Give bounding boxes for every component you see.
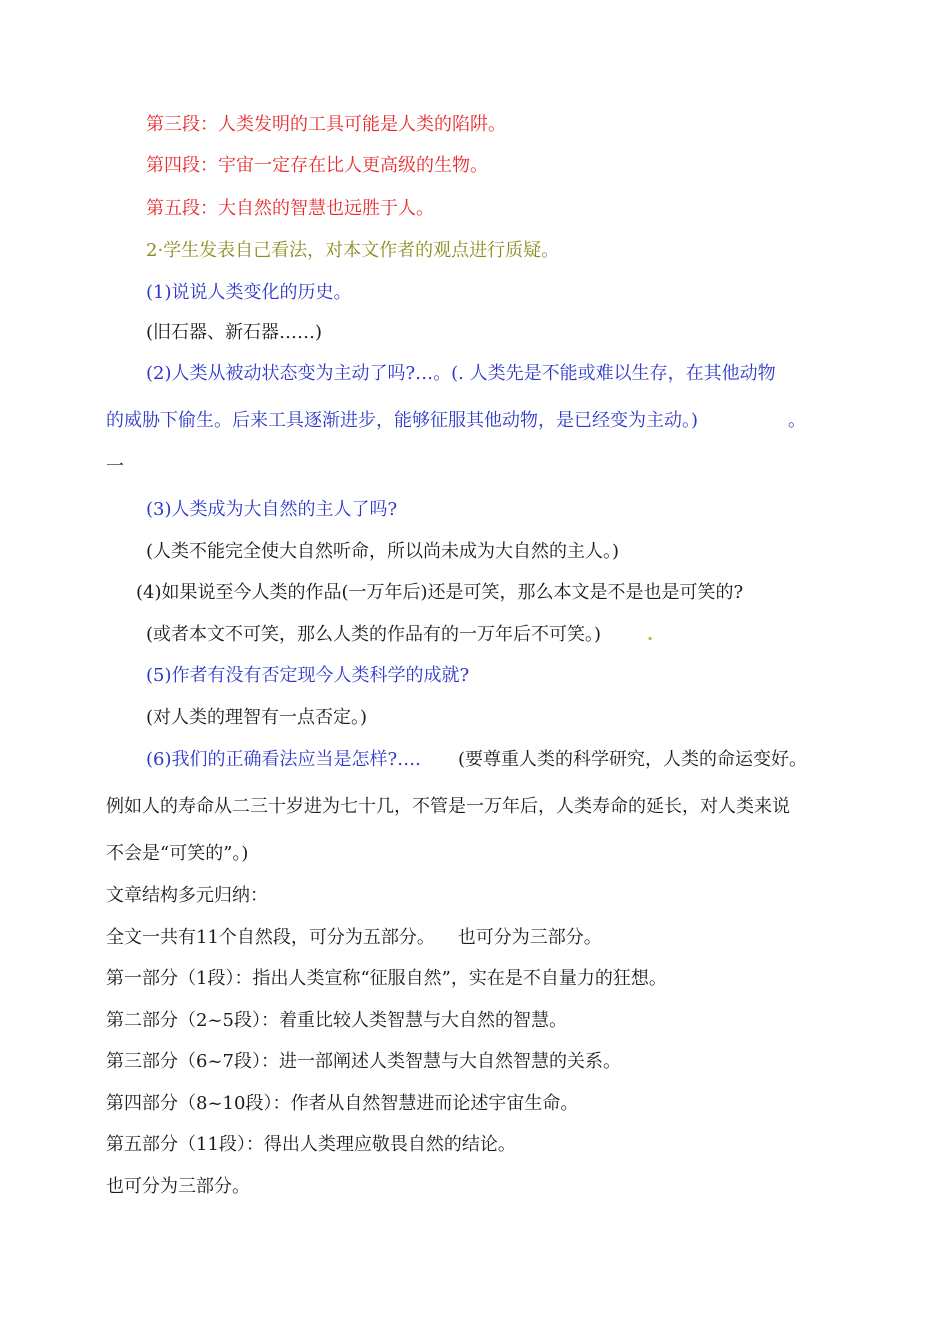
answer-4: (或者本文不可笑，那么人类的作品有的一万年后不可笑。)	[146, 624, 602, 645]
question-2-trailing-dot: 。	[788, 410, 806, 431]
answer-6-line3: 不会是“可笑的”。)	[106, 843, 249, 864]
stray-dash: 一	[106, 456, 124, 477]
structure-heading: 文章结构多元归纳：	[106, 885, 268, 906]
question-2-line1: (2)人类从被动状态变为主动了吗?…。(. 人类先是不能或难以生存，在其他动物	[146, 363, 776, 384]
question-5: (5)作者有没有否定现今人类科学的成就?	[146, 665, 470, 686]
structure-summary: 全文一共有11个自然段，可分为五部分。 也可分为三部分。	[106, 927, 602, 948]
section-para4: 第四段：宇宙一定存在比人更高级的生物。	[146, 155, 488, 176]
question-2-line2: 的威胁下偷生。后来工具逐渐进步，能够征服其他动物，是已经变为主动。)	[106, 410, 699, 431]
answer-4-dot: .	[647, 624, 654, 645]
answer-5: (对人类的理智有一点否定。)	[146, 707, 368, 728]
structure-part1: 第一部分（1段）：指出人类宣称“征服自然”，实在是不自量力的狂想。	[106, 968, 667, 989]
structure-part5: 第五部分（11段）：得出人类理应敬畏自然的结论。	[106, 1134, 516, 1155]
answer-1: (旧石器、新石器……)	[146, 322, 323, 343]
question-3: (3)人类成为大自然的主人了吗?	[146, 499, 398, 520]
question-4: (4)如果说至今人类的作品(一万年后)还是可笑，那么本文是不是也是可笑的?	[136, 582, 744, 603]
question-6: (6)我们的正确看法应当是怎样?….	[146, 749, 421, 770]
task-2-heading: 2·学生发表自己看法，对本文作者的观点进行质疑。	[146, 240, 560, 261]
structure-alt: 也可分为三部分。	[106, 1176, 250, 1197]
section-para5: 第五段：大自然的智慧也远胜于人。	[146, 198, 434, 219]
answer-3: (人类不能完全使大自然听命，所以尚未成为大自然的主人。)	[146, 541, 620, 562]
structure-part3: 第三部分（6~7段）：进一部阐述人类智慧与大自然智慧的关系。	[106, 1051, 621, 1072]
section-para3: 第三段：人类发明的工具可能是人类的陷阱。	[146, 114, 506, 135]
question-1: (1)说说人类变化的历史。	[146, 282, 352, 303]
structure-part4: 第四部分（8~10段）：作者从自然智慧进而论述宇宙生命。	[106, 1093, 579, 1114]
answer-6-line2: 例如人的寿命从二三十岁进为七十几，不管是一万年后，人类寿命的延长，对人类来说	[106, 796, 790, 817]
answer-6-start: (要尊重人类的科学研究，人类的命运变好。	[458, 749, 808, 770]
structure-part2: 第二部分（2~5段）：着重比较人类智慧与大自然的智慧。	[106, 1010, 567, 1031]
